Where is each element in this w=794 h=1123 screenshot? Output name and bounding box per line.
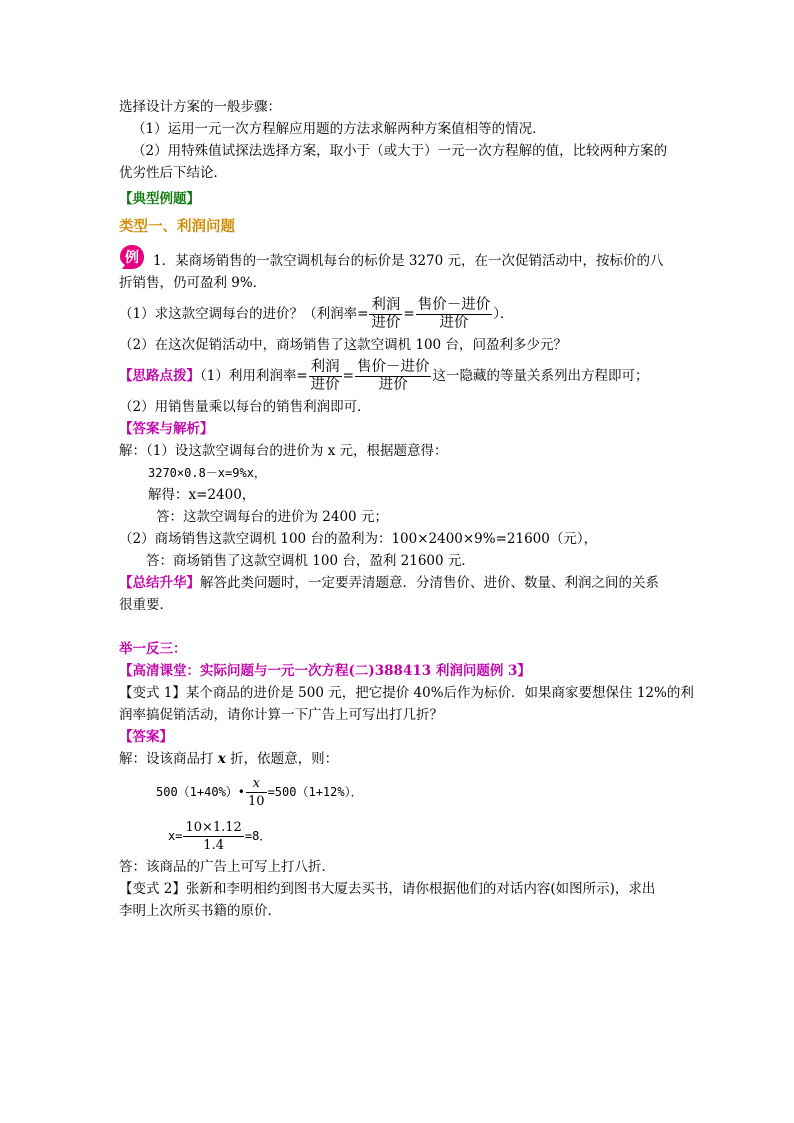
variant-1-line-1 — [119, 682, 694, 704]
spacer — [119, 616, 679, 638]
solution-text-a: 解：设该商品打 — [119, 751, 218, 767]
answer-conclusion-1: 答：这款空调每台的进价为 2400 元； — [156, 509, 388, 525]
hint-line-1 — [119, 356, 679, 396]
hint-profit-fraction — [309, 359, 342, 394]
type-one-heading: 类型一、利润问题 — [119, 218, 235, 235]
fraction-denominator: 进价 — [371, 315, 401, 331]
equation-right: =8． — [244, 829, 272, 843]
product-over-ratio-fraction — [183, 819, 243, 854]
fraction-numerator: 售价－进价 — [417, 297, 491, 313]
fraction-denominator: 进价 — [439, 315, 469, 331]
example-line-2: 折销售，仍可盈利 9%． — [119, 275, 267, 291]
variant-equation-1 — [119, 772, 679, 812]
variant-1-tag: 【变式 1】 — [119, 685, 186, 701]
variant-answer-tag: 【答案】 — [119, 729, 173, 745]
solution-variable: x — [217, 751, 226, 767]
variant-2-text: 张新和李明相约到图书大厦去买书，请你根据他们的对话内容(如图所示)，求出 — [185, 881, 656, 897]
variant-2-line-2: 李明上次所买书籍的原价． — [119, 903, 281, 919]
example-line-1: 1．某商场销售的一款空调机每台的标价是 3270 元，在一次促销活动中，按标价的八 — [153, 253, 664, 269]
profit-over-cost-fraction — [369, 297, 402, 332]
summary-text: 解答此类问题时，一定要弄清题意．分清售价、进价、数量、利润之间的关系 — [200, 575, 659, 591]
answer-solve: 解得：x=2400， — [148, 487, 256, 503]
example-question-1 — [119, 294, 679, 334]
solution-text-b: 折，依题意，则： — [225, 751, 339, 767]
fraction-numerator: 售价－进价 — [356, 359, 430, 375]
equation-left: x= — [168, 829, 183, 843]
intro-step-1: （1）运用一元一次方程解应用题的方法求解两种方案值相等的情况． — [132, 121, 546, 137]
answer-line-1: 解：（1）设这款空调每台的进价为 x 元，根据题意得： — [119, 443, 448, 459]
variant-1-text: 某个商品的进价是 500 元，把它提价 40%后作为标价．如果商家要想保住 12%的利 — [185, 685, 694, 701]
example-badge-label: 例 — [125, 250, 139, 266]
answer-tag: 【答案与解析】 — [119, 421, 214, 437]
hint-line-2: （2）用销售量乘以每台的销售利润即可． — [119, 399, 371, 415]
equation-right: =500（1+12%）． — [267, 785, 363, 799]
variant-1-line-2: 润率搞促销活动，请你计算一下广告上可写出打几折？ — [119, 707, 443, 723]
intro-step-2-cont: 优劣性后下结论． — [119, 165, 227, 181]
hint-prefix: （1）利用利润率= — [200, 368, 308, 384]
fraction-numerator: 利润 — [310, 359, 340, 375]
summary-line-2: 很重要． — [119, 597, 173, 613]
fraction-denominator: 10 — [248, 794, 265, 809]
fraction-numerator: 10×1.12 — [185, 820, 242, 835]
course-reference: 【高清课堂：实际问题与一元一次方程(二)388413 利润问题例 3】 — [119, 663, 531, 679]
fraction-numerator: 利润 — [371, 297, 401, 313]
example-badge-icon — [119, 244, 145, 270]
answer-equation: 3270×0.8－x=9%x， — [148, 466, 266, 480]
equation-left: 500（1+40%）• — [156, 785, 246, 799]
fraction-numerator: x — [246, 775, 267, 793]
example-1 — [119, 244, 679, 272]
answer-conclusion-2: 答：商场销售了这款空调机 100 台，盈利 21600 元． — [146, 553, 475, 569]
intro-step-2: （2）用特殊值试探法选择方案，取小于（或大于）一元一次方程解的值，比较两种方案的 — [132, 143, 668, 159]
summary-tag: 【总结升华】 — [119, 575, 200, 591]
answer-line-5: （2）商场销售这款空调机 100 台的盈利为：100×2400×9%=21600（元）， — [119, 531, 598, 547]
hint-price-fraction — [355, 359, 432, 394]
example-question-2: （2）在这次促销活动中，商场销售了这款空调机 100 台，问盈利多少元？ — [119, 337, 567, 353]
x-over-10-fraction — [246, 775, 267, 810]
fraction-denominator: 1.4 — [203, 838, 224, 853]
hint-suffix: 这一隐藏的等量关系列出方程即可； — [432, 368, 649, 384]
variant-equation-2 — [119, 816, 679, 856]
hint-tag: 【思路点拨】 — [119, 368, 200, 384]
variant-1-conclusion: 答：该商品的广告上可写上打八折． — [119, 859, 335, 875]
variants-heading: 举一反三： — [119, 641, 187, 657]
fraction-denominator: 进价 — [310, 377, 340, 393]
summary-line-1 — [119, 572, 679, 594]
equals-sign: = — [403, 306, 415, 322]
intro-heading: 选择设计方案的一般步骤： — [119, 99, 281, 115]
question-1-prefix: （1）求这款空调每台的进价？（利润率= — [119, 306, 369, 322]
fraction-denominator: 进价 — [378, 377, 408, 393]
variant-solution-intro — [119, 748, 679, 770]
variant-2-line-1 — [119, 878, 679, 900]
equals-sign: = — [342, 368, 354, 384]
question-1-suffix: ）． — [493, 306, 514, 322]
document-page — [119, 96, 694, 922]
typical-examples-heading: 【典型例题】 — [119, 191, 200, 207]
price-diff-over-cost-fraction — [416, 297, 493, 332]
variant-2-tag: 【变式 2】 — [119, 881, 186, 897]
